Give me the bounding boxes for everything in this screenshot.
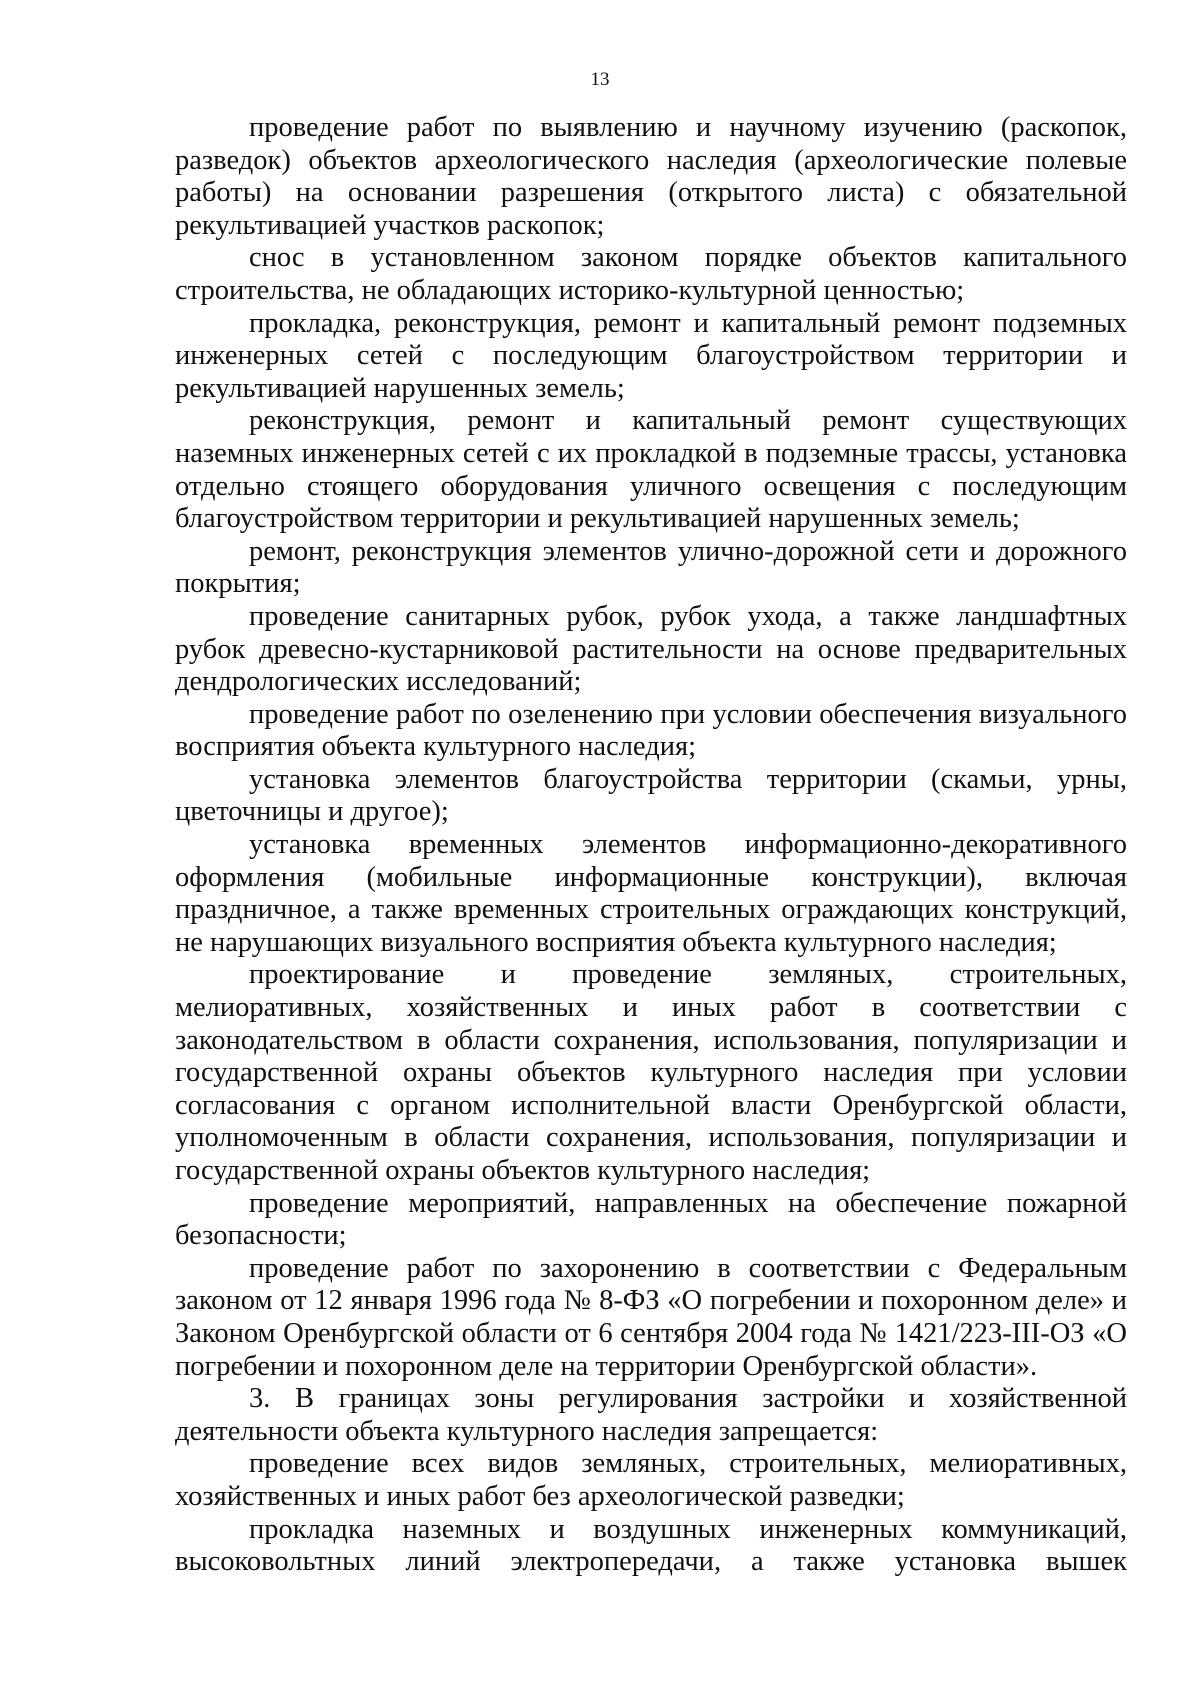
- paragraph-burial-works: проведение работ по захоронению в соответствии с Федеральным законом от 12 января 1996 года № 8-ФЗ «О погребении и похоронном деле» и Законом Оренбургской области от 6 сентября 2004 года № 1421/223-III-ОЗ «О погребении и похоронном деле на территории Оренбургской области».: [175, 1252, 1127, 1382]
- document-body: [175, 112, 1127, 1579]
- paragraph-design-and-works: проектирование и проведение земляных, строительных, мелиоративных, хозяйственных и иных работ в соответствии с законодательством в области сохранения, использования, популяризации и государственной охраны объектов культурного наследия при условии согласования с органом исполнительной власти Оренбургской области, уполномоченным в области сохранения, использования, популяризации и государственной охраны объектов культурного наследия;: [175, 959, 1127, 1186]
- paragraph-road-repair: ремонт, реконструкция элементов улично-дорожной сети и дорожного покрытия;: [175, 535, 1127, 600]
- paragraph-temporary-decorations: установка временных элементов информационно-декоративного оформления (мобильные информационные конструкции), включая праздничное, а также временных строительных ограждающих конструкций, не нарушающих визуального восприятия объекта культурного наследия;: [175, 829, 1127, 958]
- paragraph-landscaping: проведение работ по озеленению при условии обеспечения визуального восприятия объекта культурного наследия;: [175, 698, 1127, 763]
- paragraph-works-without-survey: проведение всех видов земляных, строительных, мелиоративных, хозяйственных и иных работ без археологической разведки;: [175, 1448, 1127, 1512]
- paragraph-sanitary-felling: проведение санитарных рубок, рубок ухода, а также ландшафтных рубок древесно-кустарниковой растительности на основе предварительных дендрологических исследований;: [175, 600, 1127, 698]
- paragraph-surface-networks: реконструкция, ремонт и капитальный ремонт существующих наземных инженерных сетей с их прокладкой в подземные трассы, установка отдельно стоящего оборудования уличного освещения с последующим благоустройством территории и рекультивацией нарушенных земель;: [175, 405, 1127, 535]
- paragraph-fire-safety: проведение мероприятий, направленных на обеспечение пожарной безопасности;: [175, 1187, 1127, 1252]
- paragraph-demolition: снос в установленном законом порядке объектов капитального строительства, не обладающих историко-культурной ценностью;: [175, 242, 1127, 306]
- paragraph-improvement-elements: установка элементов благоустройства территории (скамьи, урны, цветочницы и другое);: [175, 763, 1127, 828]
- paragraph-overhead-communications: прокладка наземных и воздушных инженерных коммуникаций, высоковольтных линий электропередачи, а также установка вышек: [175, 1513, 1127, 1578]
- paragraph-regulation-zone-prohibitions: 3. В границах зоны регулирования застройки и хозяйственной деятельности объекта культурного наследия запрещается:: [175, 1383, 1127, 1447]
- page-number: 13: [590, 69, 610, 90]
- paragraph-underground-networks: прокладка, реконструкция, ремонт и капитальный ремонт подземных инженерных сетей с последующим благоустройством территории и рекультивацией нарушенных земель;: [175, 307, 1127, 404]
- paragraph-archaeological-works: проведение работ по выявлению и научному изучению (раскопок, разведок) объектов археологического наследия (археологические полевые работы) на основании разрешения (открытого листа) с обязательной рекультивацией участков раскопок;: [175, 112, 1127, 241]
